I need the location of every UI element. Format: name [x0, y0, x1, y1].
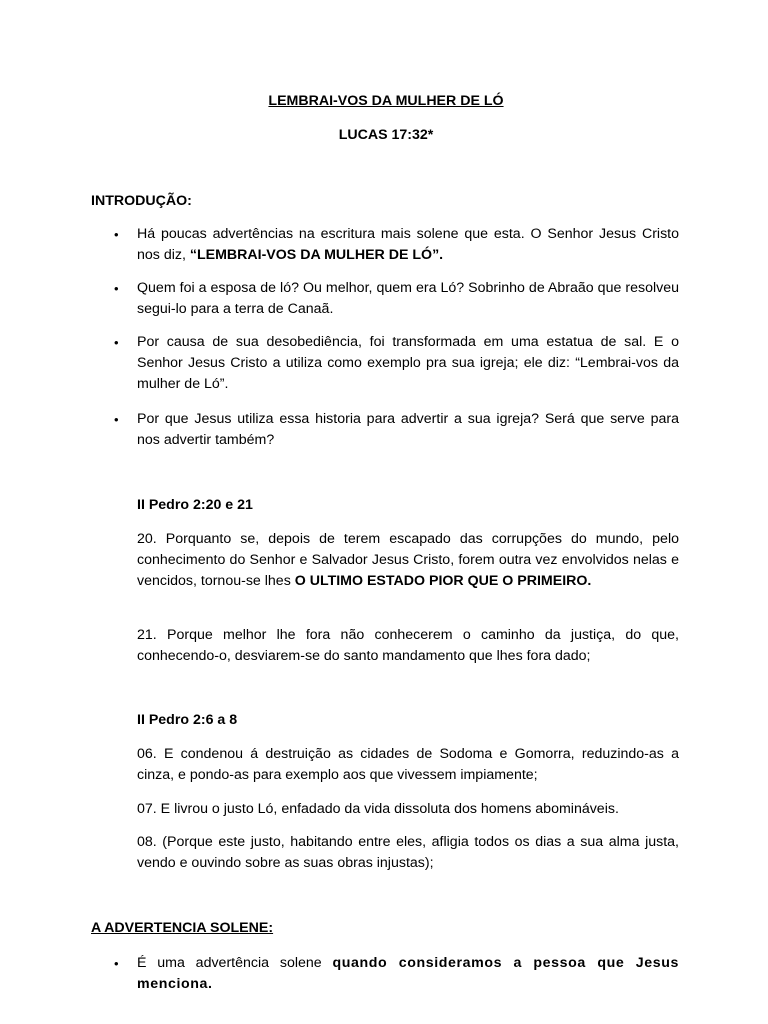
- verse-21: [137, 625, 679, 667]
- verse-text: 07. E livrou o justo Ló, enfadado da vida dissoluta dos homens abomináveis.: [137, 801, 619, 817]
- bullet-text: É uma advertência solene: [137, 955, 333, 971]
- bullet-text: Por causa de sua desobediência, foi transformada em uma estatua de sal. E o Senhor Jesus Cristo a utiliza como exemplo pra sua igreja; ele diz: “Lembrai-vos da mulher de Ló”.: [137, 334, 679, 392]
- verse-bold-text: O ULTIMO ESTADO PIOR QUE O PRIMEIRO.: [294, 573, 592, 589]
- document-title: LEMBRAI-VOS DA MULHER DE LÓ: [268, 93, 504, 109]
- scripture-reference: LUCAS 17:32*: [338, 127, 434, 143]
- section1-heading: II Pedro 2:20 e 21: [137, 497, 253, 513]
- verse-text: 08. (Porque este justo, habitando entre eles, afligia todos os dias a sua alma justa, vendo e ouvindo sobre as suas obras injustas);: [137, 834, 679, 871]
- verse-text: 06. E condenou á destruição as cidades de Sodoma e Gomorra, reduzindo-as a cinza, e pondo-as para exemplo aos que vivessem impiamente;: [137, 746, 679, 783]
- intro-bullet-4: [137, 409, 679, 451]
- verse-06: [137, 744, 679, 786]
- warning-bullet-1: [137, 953, 679, 995]
- verse-07: [137, 799, 679, 820]
- verse-08: [137, 832, 679, 874]
- bullet-text: Quem foi a esposa de ló? Ou melhor, quem era Ló? Sobrinho de Abraão que resolveu segui-lo para a terra de Canaã.: [137, 280, 679, 317]
- section2-heading: II Pedro 2:6 a 8: [137, 712, 238, 728]
- intro-bullet-3: [137, 332, 679, 395]
- bullet-text: Há poucas advertências na escritura mais solene que esta. O Senhor Jesus Cristo nos diz,: [137, 226, 679, 263]
- intro-bullet-1: [137, 224, 679, 266]
- intro-heading: INTRODUÇÃO:: [91, 193, 192, 209]
- intro-bullet-2: [137, 278, 679, 320]
- bullet-text: Por que Jesus utiliza essa historia para advertir a sua igreja? Será que serve para nos advertir também?: [137, 411, 679, 448]
- verse-text: 20. Porquanto se, depois de terem escapado das corrupções do mundo, pelo conhecimento do Senhor e Salvador Jesus Cristo, forem outra vez envolvidos nelas e vencidos, tornou-se lhes: [137, 531, 679, 589]
- bullet-bold-text: “LEMBRAI-VOS DA MULHER DE LÓ”.: [189, 247, 444, 263]
- verse-text: 21. Porque melhor lhe fora não conhecerem o caminho da justiça, do que, conhecendo-o, desviarem-se do santo mandamento que lhes fora dado;: [137, 627, 679, 664]
- bullet-bold-text: quando consideramos a pessoa que Jesus menciona.: [137, 955, 679, 992]
- verse-20: [137, 529, 679, 592]
- section3-heading: A ADVERTENCIA SOLENE:: [91, 920, 274, 936]
